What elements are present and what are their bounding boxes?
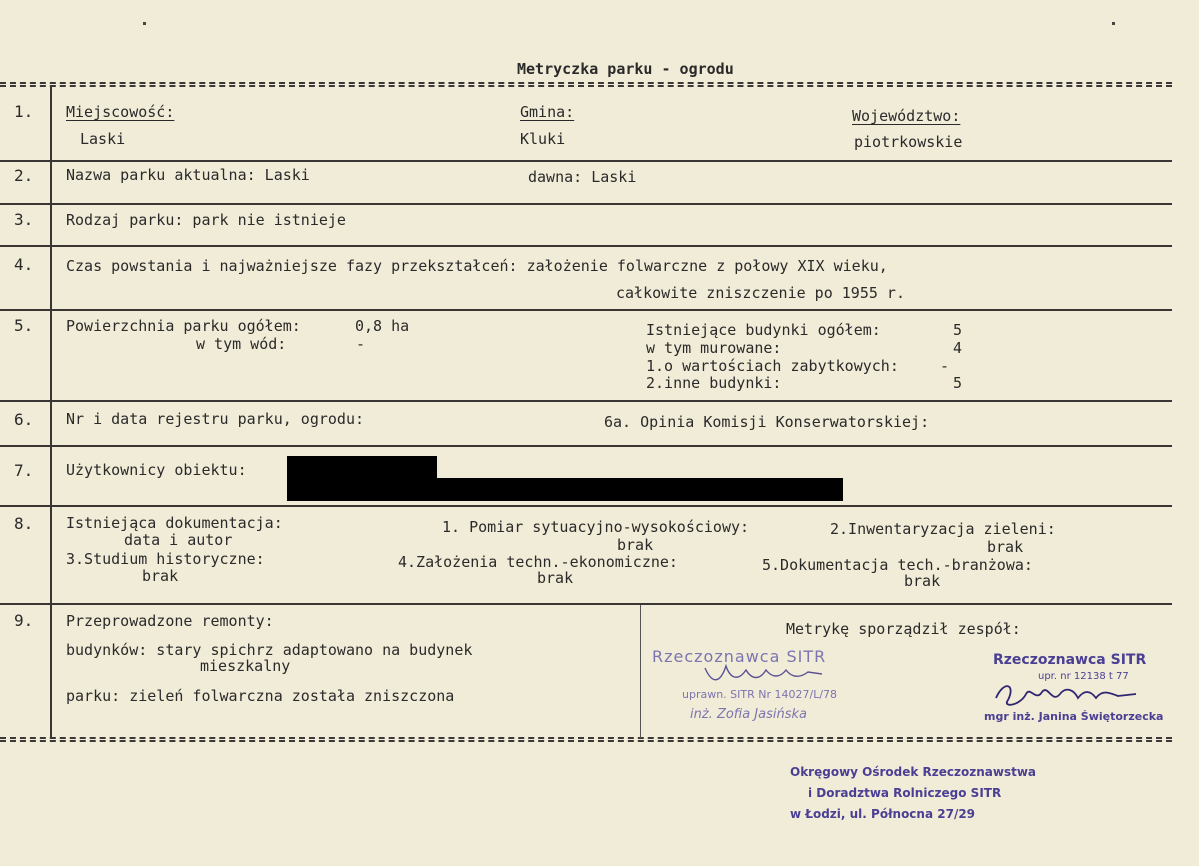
row-number-6: 6. — [14, 410, 34, 429]
documentation-sub: data i autor — [124, 531, 233, 549]
wojewodztwo-value: piotrkowskie — [854, 133, 963, 151]
row-number-5: 5. — [14, 316, 34, 335]
doc-historic-value: brak — [142, 567, 179, 585]
stamp-left-title: Rzeczoznawca SITR — [652, 647, 827, 666]
repairs-park-line: parku: zieleń folwarczna została zniszczona — [66, 687, 455, 705]
bottom-double-rule — [0, 737, 1172, 742]
scan-mark-right — [1112, 22, 1115, 25]
area-label: Powierzchnia parku ogółem: — [66, 317, 301, 335]
doc-economic-value: brak — [537, 569, 574, 587]
scan-mark-left — [143, 22, 146, 25]
park-name-former: dawna: Laski — [528, 168, 637, 186]
documentation-label: Istniejąca dokumentacja: — [66, 514, 283, 532]
park-name-current: Nazwa parku aktualna: Laski — [66, 166, 310, 184]
redaction-bar-2 — [287, 478, 843, 501]
doc-historic-label: 3.Studium historyczne: — [66, 550, 265, 568]
signature-right-icon — [990, 676, 1140, 712]
signature-left-icon — [700, 660, 840, 690]
row-number-4: 4. — [14, 255, 34, 274]
redaction-bar-1 — [287, 456, 437, 480]
other-buildings-value: 5 — [953, 374, 963, 392]
other-buildings-label: 2.inne budynki: — [646, 374, 782, 392]
history-line-1: Czas powstania i najważniejsze fazy przekształceń: założenie folwarczne z połowy XIX wieku, — [66, 257, 888, 275]
wojewodztwo-label: Województwo: — [852, 107, 961, 125]
masonry-label: w tym murowane: — [646, 339, 782, 357]
register-label: Nr i data rejestru parku, ogrodu: — [66, 410, 365, 428]
rule-1 — [0, 160, 1172, 162]
office-stamp-line-3: w Łodzi, ul. Północna 27/29 — [790, 807, 976, 821]
rule-2 — [0, 203, 1172, 205]
stamp-left-registration: uprawn. SITR Nr 14027/L/78 — [682, 688, 838, 701]
document-title: Metryczka parku - ogrodu — [517, 60, 734, 78]
history-line-2: całkowite zniszczenie po 1955 r. — [616, 284, 905, 302]
stamp-left-name: inż. Zofia Jasińska — [690, 707, 807, 722]
repairs-label: Przeprowadzone remonty: — [66, 612, 274, 630]
doc-survey-value: brak — [617, 536, 654, 554]
stamp-right-registration: upr. nr 12138 t 77 — [1038, 671, 1129, 682]
rule-7 — [0, 505, 1172, 507]
row-number-8: 8. — [14, 514, 34, 533]
stamp-right-name: mgr inż. Janina Świętorzecka — [984, 710, 1164, 723]
row-number-3: 3. — [14, 210, 34, 229]
water-label: w tym wód: — [196, 335, 287, 353]
team-label: Metrykę sporządził zespół: — [786, 620, 1021, 638]
row-number-1: 1. — [14, 102, 34, 121]
doc-technical-value: brak — [904, 572, 941, 590]
doc-technical-label: 5.Dokumentacja tech.-branżowa: — [762, 556, 1033, 574]
row-number-2: 2. — [14, 166, 34, 185]
area-value: 0,8 ha — [355, 317, 410, 335]
buildings-value: 5 — [953, 321, 963, 339]
number-column-divider — [50, 86, 52, 738]
doc-greenery-value: brak — [987, 538, 1024, 556]
row9-divider — [640, 605, 641, 738]
water-value: - — [356, 335, 366, 353]
office-stamp-line-1: Okręgowy Ośrodek Rzeczoznawstwa — [790, 765, 1037, 779]
opinion-label: 6a. Opinia Komisji Konserwatorskiej: — [604, 413, 930, 431]
historic-value: - — [940, 357, 950, 375]
gmina-label: Gmina: — [520, 103, 575, 121]
repairs-buildings-line-2: mieszkalny — [200, 657, 291, 675]
repairs-buildings-line-1: budynków: stary spichrz adaptowano na budynek — [66, 641, 473, 659]
rule-8 — [0, 603, 1172, 605]
park-type: Rodzaj parku: park nie istnieje — [66, 211, 346, 229]
masonry-value: 4 — [953, 339, 963, 357]
buildings-label: Istniejące budynki ogółem: — [646, 321, 881, 339]
row-number-9: 9. — [14, 611, 34, 630]
users-label: Użytkownicy obiektu: — [66, 461, 247, 479]
top-double-rule — [0, 82, 1172, 87]
rule-6 — [0, 445, 1172, 447]
rule-4 — [0, 309, 1172, 311]
miejscowosc-value: Laski — [80, 130, 126, 148]
office-stamp-line-2: i Doradztwa Rolniczego SITR — [808, 786, 1002, 800]
rule-3 — [0, 245, 1172, 247]
doc-survey-label: 1. Pomiar sytuacyjno-wysokościowy: — [442, 518, 750, 536]
doc-greenery-label: 2.Inwentaryzacja zieleni: — [830, 520, 1056, 538]
gmina-value: Kluki — [520, 130, 566, 148]
rule-5 — [0, 400, 1172, 402]
historic-label: 1.o wartościach zabytkowych: — [646, 357, 899, 375]
stamp-right-title: Rzeczoznawca SITR — [993, 652, 1147, 668]
miejscowosc-label: Miejscowość: — [66, 103, 175, 121]
row-number-7: 7. — [14, 461, 34, 480]
doc-economic-label: 4.Założenia techn.-ekonomiczne: — [398, 553, 678, 571]
